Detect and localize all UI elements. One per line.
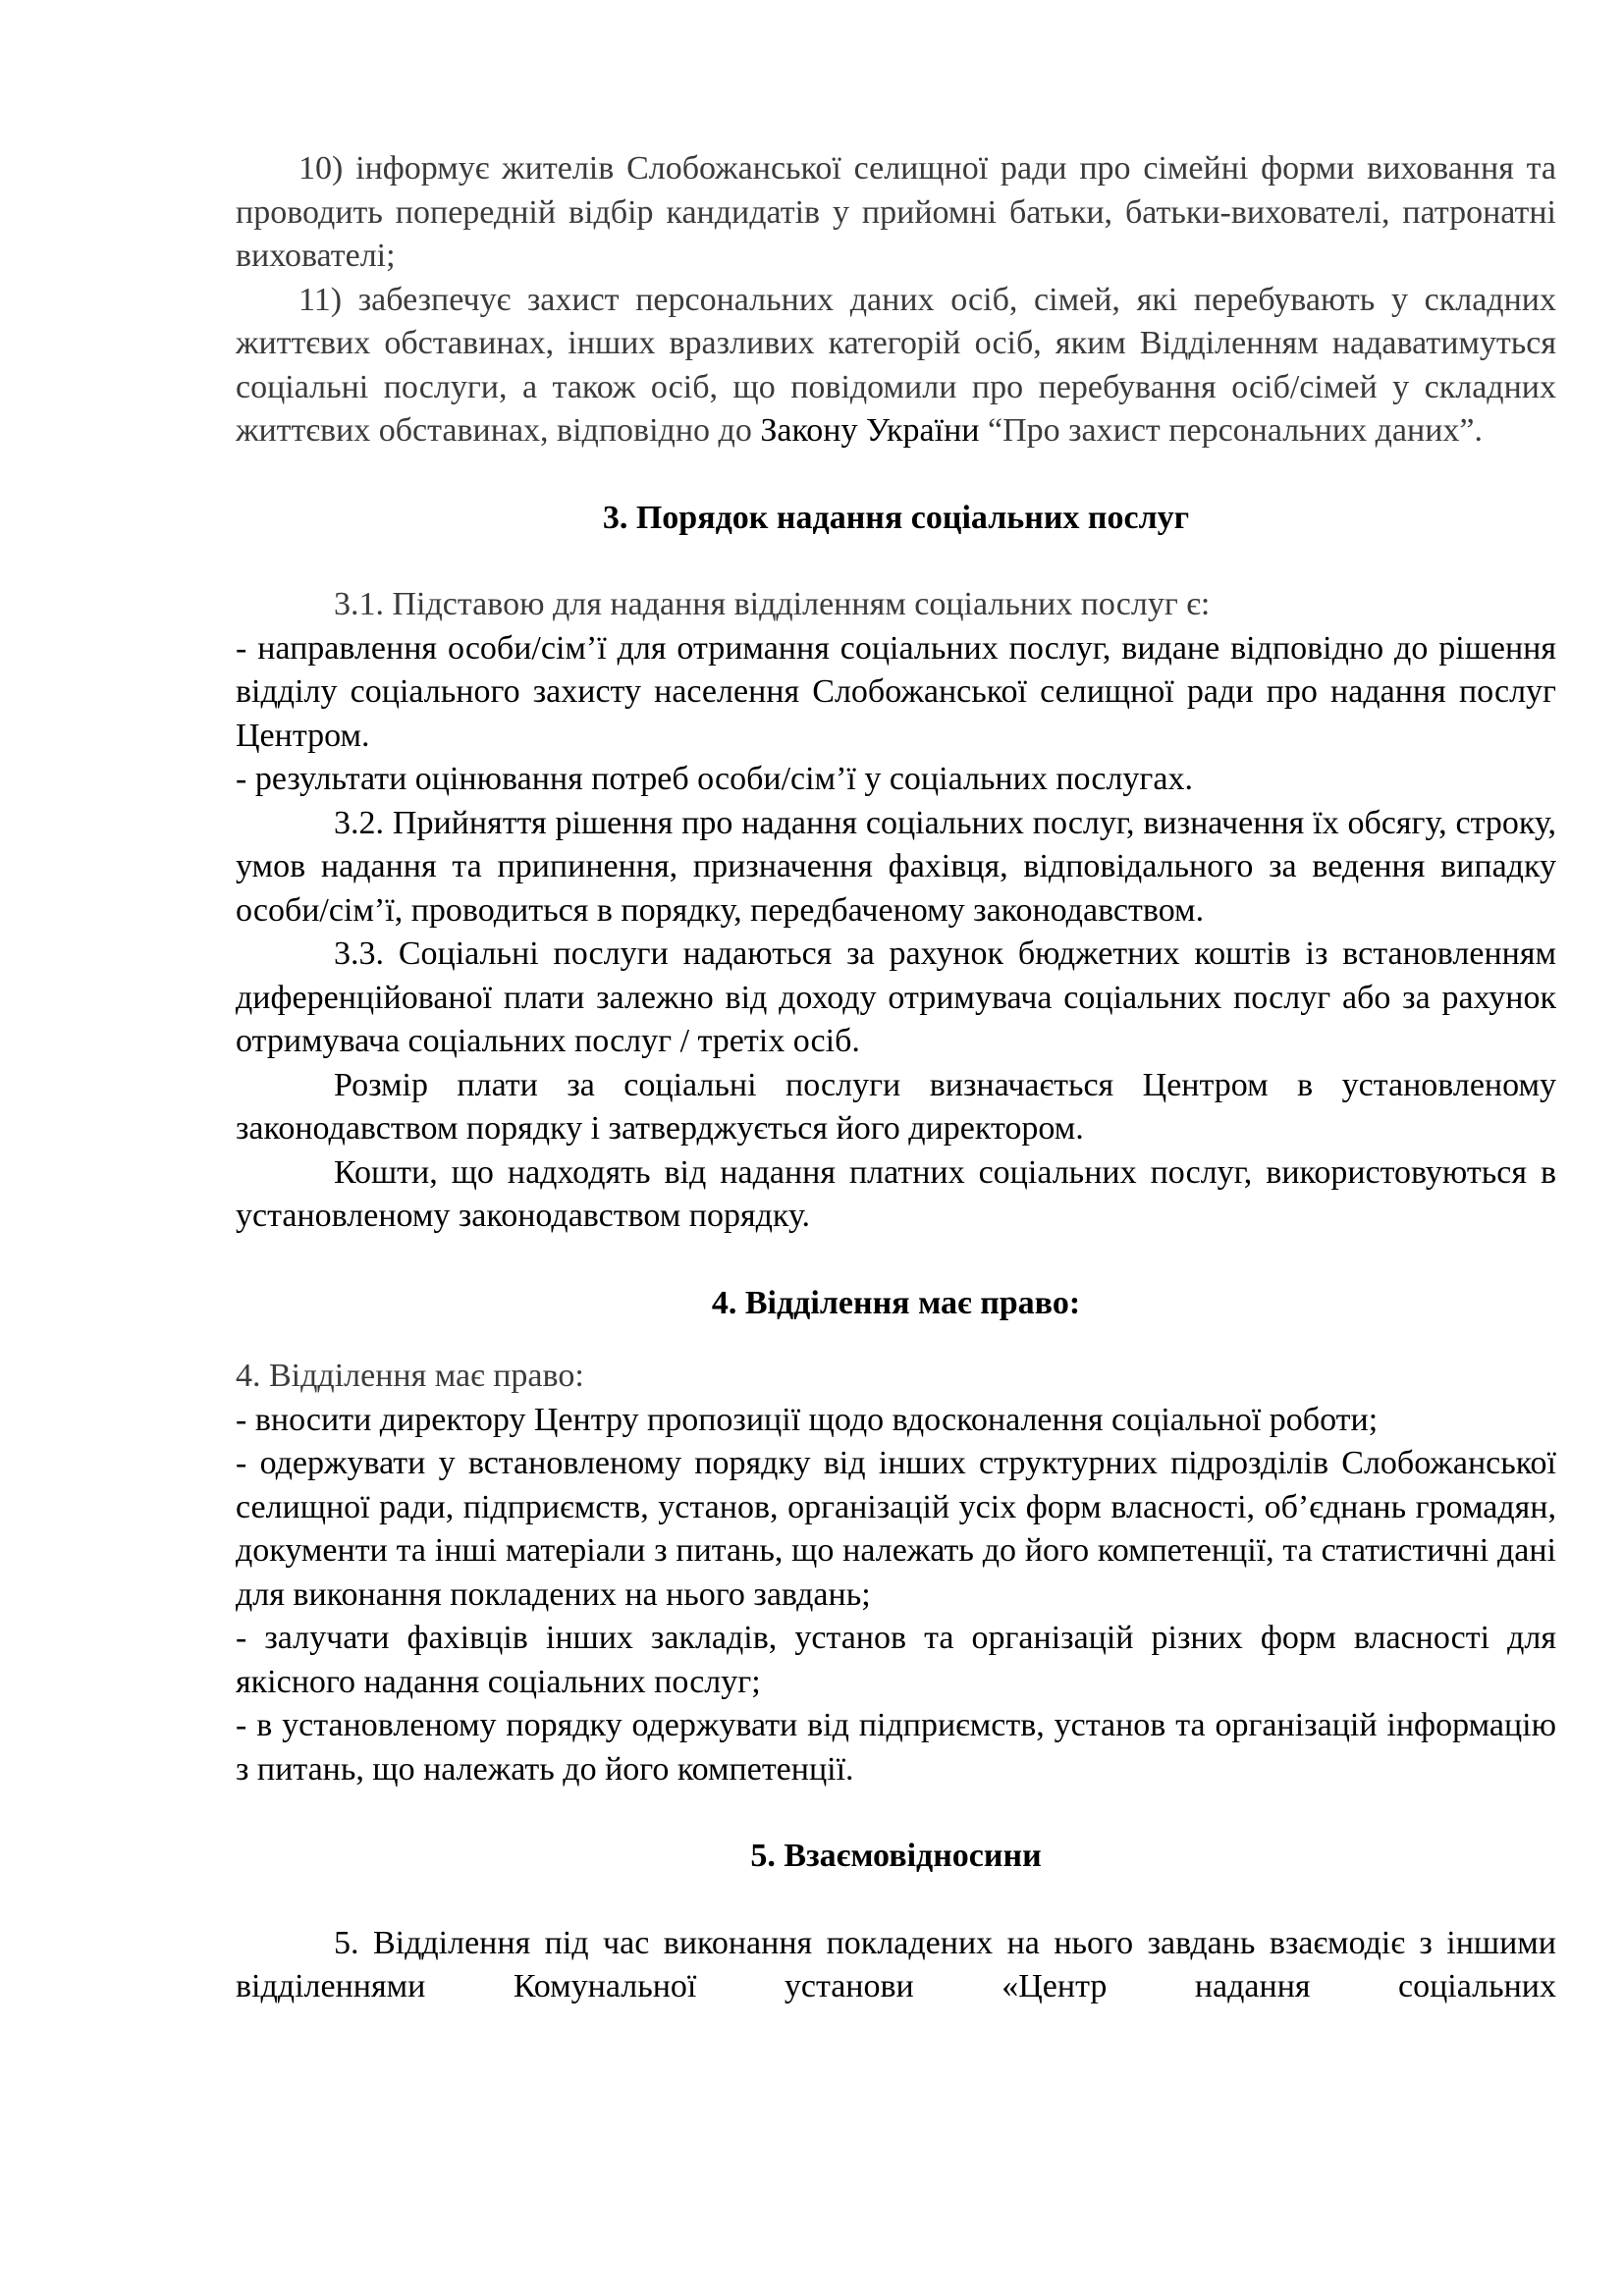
document-page (236, 147, 1556, 2009)
section-3-paragraph-5: 3.3. Соціальні послуги надаються за рахунок бюджетних коштів із встановленням диференційованої плати залежно від доходу отримувача соціальних послуг або за рахунок отримувача соціальних послуг / третіх осіб. (236, 935, 1556, 1059)
paragraph-item-11 (236, 279, 1556, 454)
paragraph-item-11-text: 11) забезпечує захист персональних даних осіб, сімей, які перебувають у складних життєвих обставинах, інших вразливих категорій осіб, яким Відділенням надаватимуться соціальні послуги, а також осіб, що повідомили про перебування осіб/сімей у складних життєвих обставинах, відповідно до (236, 281, 1556, 449)
section-5-heading: 5. Взаємовідносини (750, 1838, 1042, 1874)
section-4-paragraph-3: - одержувати у встановленому порядку від інших структурних підрозділів Слобожанської селищної ради, підприємств, установ, організацій усіх форм власності, об’єднань громадян, документи та інші матеріали з питань, що належать до його компетенції, та статистичні дані для виконання покладених на нього завдань; (236, 1445, 1556, 1613)
section-4-paragraph-4: - залучати фахівців інших закладів, установ та організацій різних форм власності для якісного надання соціальних послуг; (236, 1620, 1556, 1700)
section-4-paragraph-1: 4. Відділення має право: (236, 1358, 584, 1394)
section-3-paragraph-7: Кошти, що надходять від надання платних соціальних послуг, використовуються в установленому законодавством порядку. (236, 1153, 1556, 1234)
section-3-paragraph-2: - направлення особи/сім’ї для отримання соціальних послуг, видане відповідно до рішення відділу соціального захисту населення Слобожанської селищної ради про надання послуг Центром. (236, 629, 1556, 754)
section-4-paragraph-2: - вносити директору Центру пропозиції щодо вдосконалення соціальної роботи; (236, 1401, 1379, 1438)
section-4-heading: 4. Відділення має право: (711, 1284, 1081, 1321)
section-5-paragraph-1: 5. Відділення під час виконання покладених на нього завдань взаємодіє з іншими відділеннями Комунальної установи «Центр надання соціальних (236, 1924, 1556, 2004)
section-3-paragraph-1: 3.1. Підставою для надання відділенням соціальних послуг є: (334, 586, 1211, 622)
law-reference-link[interactable]: Закону України (760, 412, 980, 449)
section-4-paragraph-5: - в установленому порядку одержувати від підприємств, установ та організацій інформацію з питань, що належать до його компетенції. (236, 1707, 1556, 1788)
section-3-heading: 3. Порядок надання соціальних послуг (602, 499, 1190, 536)
section-3-paragraph-6: Розмір плати за соціальні послуги визначається Центром в установленому законодавством порядку і затверджується його директором. (236, 1066, 1556, 1147)
section-3-paragraph-3: - результати оцінювання потреб особи/сім’ї у соціальних послугах. (236, 761, 1193, 797)
paragraph-item-11-tail: “Про захист персональних даних”. (979, 412, 1483, 449)
section-3-paragraph-4: 3.2. Прийняття рішення про надання соціальних послуг, визначення їх обсягу, строку, умов надання та припинення, призначення фахівця, відповідального за ведення випадку особи/сім’ї, проводиться в порядку, передбаченому законодавством. (236, 804, 1556, 929)
paragraph-item-10: 10) інформує жителів Слобожанської селищної ради про сімейні форми виховання та проводить попередній відбір кандидатів у прийомні батьки, батьки-вихователі, патронатні вихователі; (236, 150, 1556, 274)
